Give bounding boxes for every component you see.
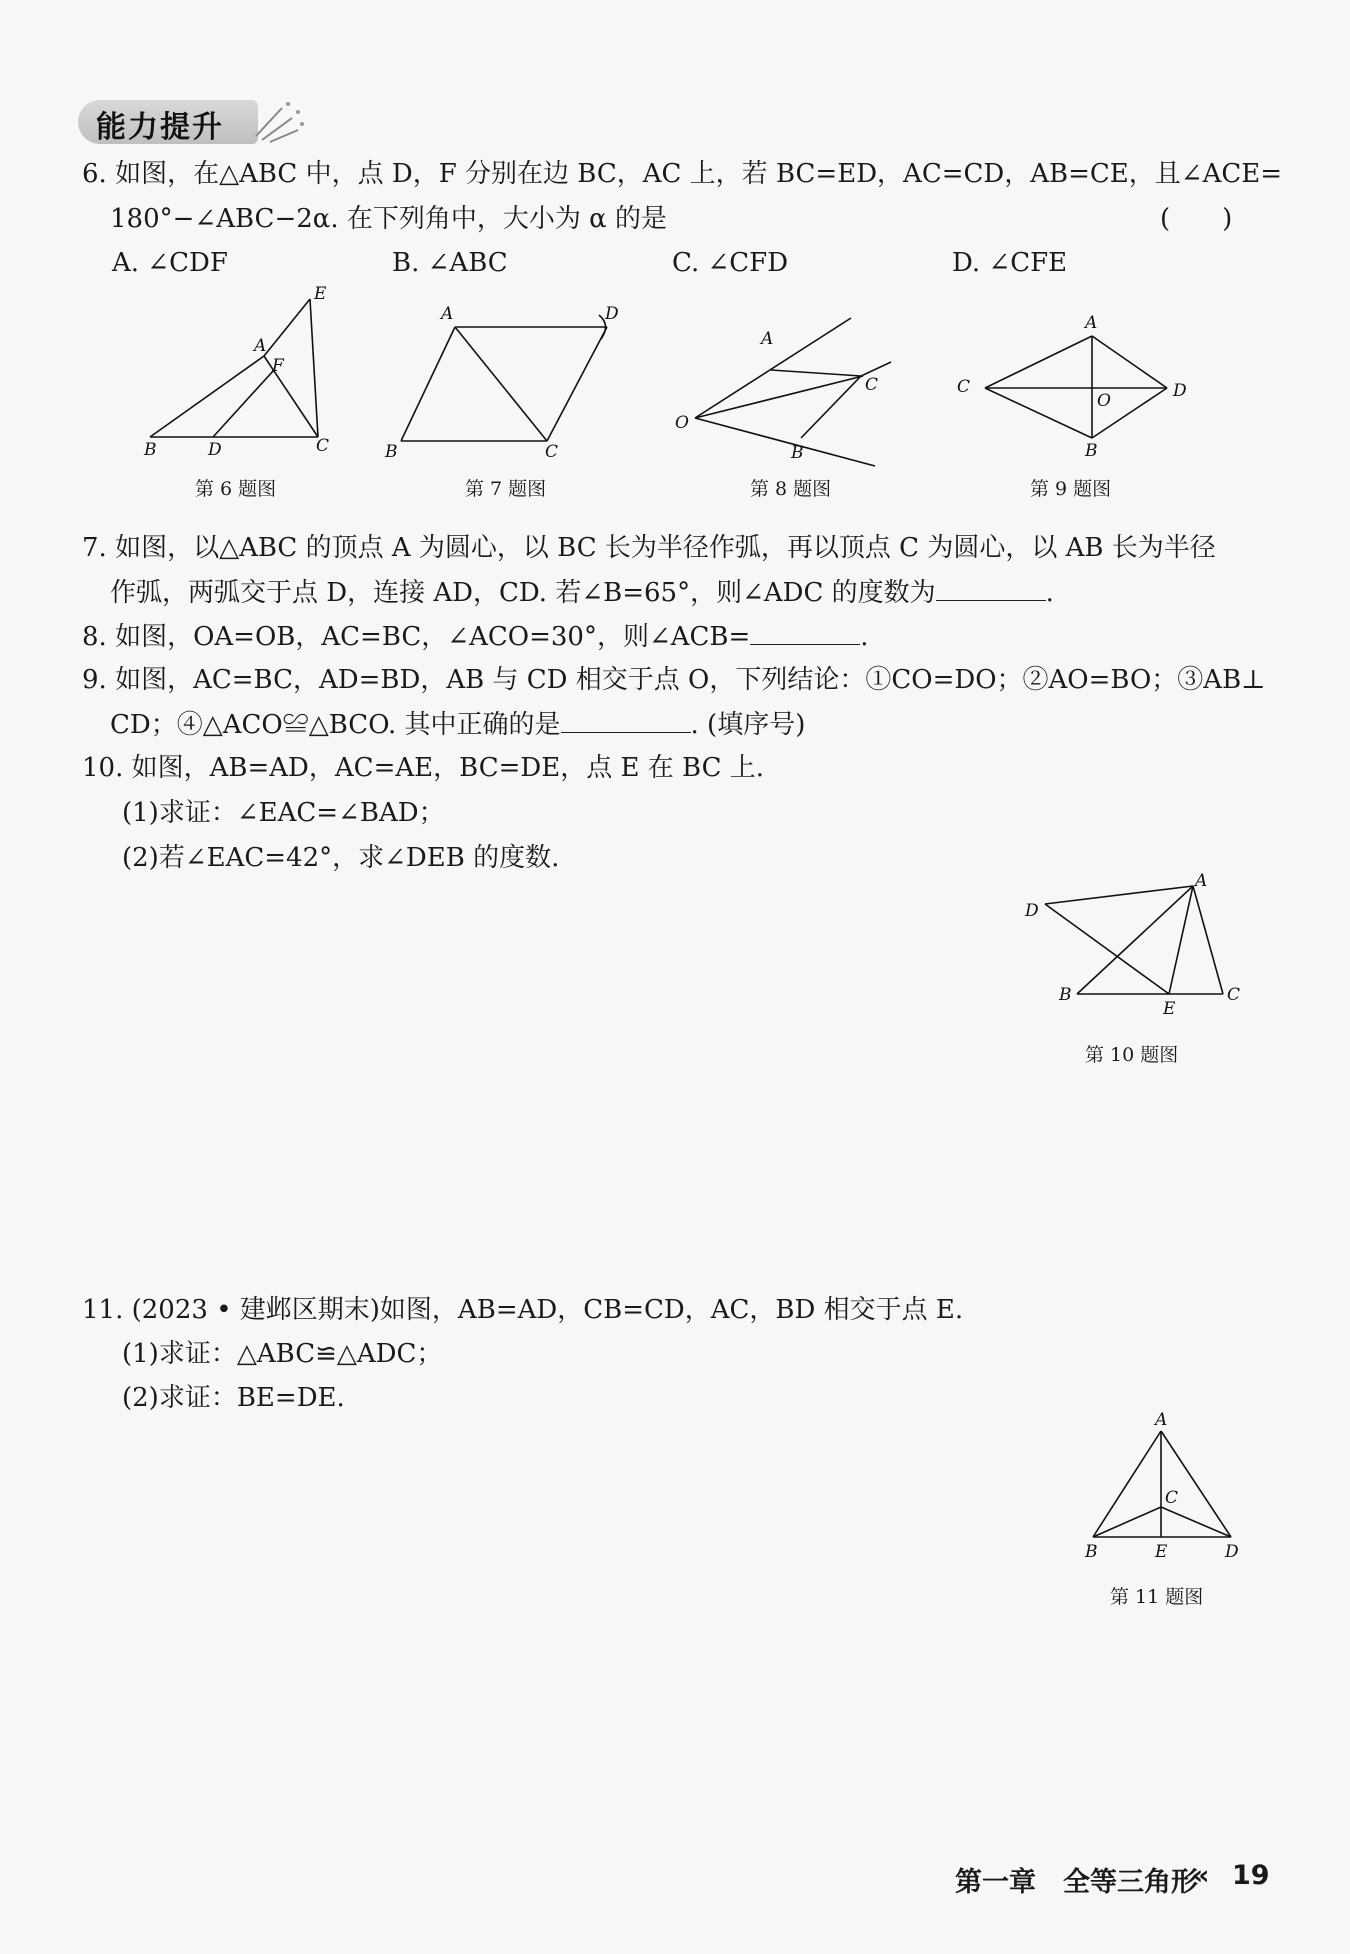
fig7-label-c: C xyxy=(545,442,559,462)
q6-option-d: D. ∠CFE xyxy=(952,248,1068,278)
q8-line1: 8. 如图，OA=OB，AC=BC，∠ACO=30°，则∠ACB= . xyxy=(82,618,869,655)
footer-chapter: 第一章 全等三角形 xyxy=(955,1867,1198,1898)
q6-option-a: A. ∠CDF xyxy=(112,248,228,278)
fig8-label-a: A xyxy=(761,329,774,349)
figure-7 xyxy=(375,295,635,465)
q10-part1: (1)求证：∠EAC=∠BAD； xyxy=(122,798,445,828)
q9-line2: CD；④△ACO≌△BCO. 其中正确的是 . (填序号) xyxy=(110,706,805,743)
fig7-label-a: A xyxy=(441,304,454,324)
fig9-label-c: C xyxy=(957,377,971,397)
q7-answer-blank[interactable] xyxy=(936,574,1046,601)
q10-line1: 10. 如图，AB=AD，AC=AE，BC=DE，点 E 在 BC 上. xyxy=(82,753,764,783)
fig10-label-d: D xyxy=(1025,901,1039,921)
fig6-label-e: E xyxy=(314,285,327,304)
fig9-label-a: A xyxy=(1085,313,1098,333)
fig9-caption: 第 9 题图 xyxy=(1030,478,1112,500)
fig8-caption: 第 8 题图 xyxy=(750,478,832,500)
fig6-caption: 第 6 题图 xyxy=(195,478,277,500)
q9-line1: 9. 如图，AC=BC，AD=BD，AB 与 CD 相交于点 O，下列结论：①CO=DO；②AO=BO；③AB⊥ xyxy=(82,665,1266,695)
q11-part1: (1)求证：△ABC≌△ADC； xyxy=(122,1339,443,1369)
fig8-label-b: B xyxy=(791,443,804,463)
fig7-caption: 第 7 题图 xyxy=(465,478,547,500)
q6-option-c: C. ∠CFD xyxy=(672,248,789,278)
q8-answer-blank[interactable] xyxy=(750,618,860,645)
fig10-label-a: A xyxy=(1195,871,1208,891)
q11-part2: (2)求证：BE=DE. xyxy=(122,1383,345,1413)
sparkle-icon xyxy=(248,96,308,146)
q10-part2: (2)若∠EAC=42°，求∠DEB 的度数. xyxy=(122,843,560,873)
fig6-label-a: A xyxy=(254,336,267,356)
fig7-label-b: B xyxy=(385,442,398,462)
fig6-label-b: B xyxy=(144,440,157,460)
figure-10 xyxy=(1025,870,1265,1020)
figure-6 xyxy=(130,285,350,465)
fig9-label-o: O xyxy=(1097,391,1111,411)
fig10-label-c: C xyxy=(1227,985,1241,1005)
q6-option-b: B. ∠ABC xyxy=(392,248,508,278)
fig11-caption: 第 11 题图 xyxy=(1110,1586,1204,1608)
q11-line1: 11. (2023 • 建邺区期末)如图，AB=AD，CB=CD，AC，BD 相交于点 E. xyxy=(82,1295,964,1325)
fig8-label-o: O xyxy=(675,413,689,433)
fig11-label-e: E xyxy=(1155,1542,1168,1562)
fig6-label-d: D xyxy=(208,440,222,460)
fig7-label-d: D xyxy=(605,304,619,324)
footer-arrows-icon: « xyxy=(1192,1860,1210,1891)
section-title: 能力提升 xyxy=(96,110,224,145)
q6-answer-bracket: ( ) xyxy=(1160,204,1233,234)
q6-line1: 6. 如图，在△ABC 中，点 D，F 分别在边 BC，AC 上，若 BC=ED，AC=CD，AB=CE，且∠ACE= xyxy=(82,159,1282,189)
fig9-label-b: B xyxy=(1085,441,1098,461)
fig11-label-c: C xyxy=(1165,1488,1179,1508)
fig10-label-e: E xyxy=(1163,999,1176,1019)
fig11-label-d: D xyxy=(1225,1542,1239,1562)
q6-line2: 180°−∠ABC−2α. 在下列角中，大小为 α 的是 xyxy=(110,204,667,234)
figure-9 xyxy=(945,310,1195,470)
q9-answer-blank[interactable] xyxy=(561,706,691,733)
figure-8 xyxy=(665,310,915,470)
page-number: 19 xyxy=(1232,1860,1270,1891)
q7-line1: 7. 如图，以△ABC 的顶点 A 为圆心，以 BC 长为半径作弧，再以顶点 C 为圆心，以 AB 长为半径 xyxy=(82,533,1216,563)
q7-line2: 作弧，两弧交于点 D，连接 AD，CD. 若∠B=65°，则∠ADC 的度数为 . xyxy=(110,574,1054,611)
fig11-label-b: B xyxy=(1085,1542,1098,1562)
section-header xyxy=(78,96,288,148)
fig6-label-c: C xyxy=(316,436,330,456)
fig10-caption: 第 10 题图 xyxy=(1085,1044,1179,1066)
fig10-label-b: B xyxy=(1059,985,1072,1005)
fig9-label-d: D xyxy=(1173,381,1187,401)
fig8-label-c: C xyxy=(865,375,879,395)
fig11-label-a: A xyxy=(1155,1410,1168,1430)
figure-11 xyxy=(1075,1405,1255,1565)
fig6-label-f: F xyxy=(272,356,284,376)
